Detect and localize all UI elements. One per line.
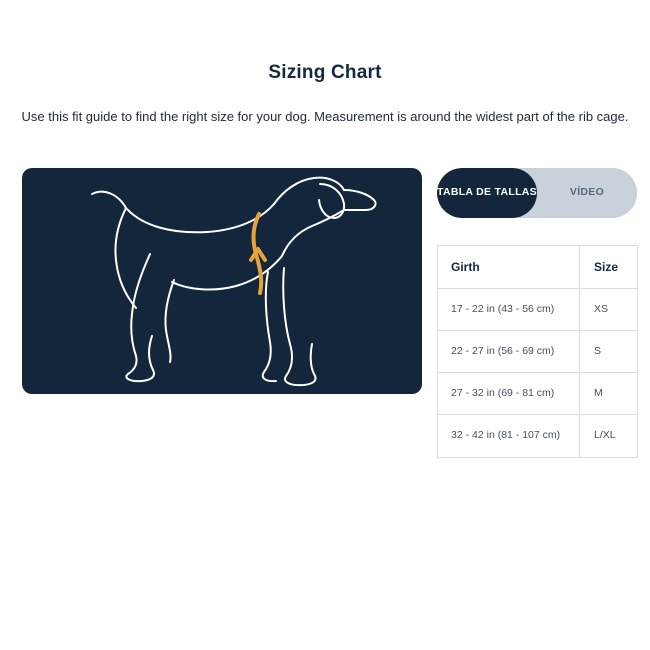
tab-tabla-de-tallas[interactable]: TABLA DE TALLAS: [437, 168, 537, 218]
tab-video[interactable]: VÍDEO: [537, 168, 637, 218]
table-row: [438, 330, 638, 372]
page-title: Sizing Chart: [268, 62, 382, 83]
cell-size: XS: [580, 288, 638, 330]
cell-size: L/XL: [580, 415, 638, 457]
table-header-row: [438, 245, 638, 288]
cell-size: S: [580, 330, 638, 372]
dog-side-profile-icon: [22, 168, 422, 394]
table-row: [438, 415, 638, 457]
cell-girth: 32 - 42 in (81 - 107 cm): [438, 415, 580, 457]
table-row: [438, 373, 638, 415]
cell-girth: 17 - 22 in (43 - 56 cm): [438, 288, 580, 330]
content-area: [0, 168, 650, 458]
column-header-size: Size: [580, 245, 638, 288]
cell-girth: 27 - 32 in (69 - 81 cm): [438, 373, 580, 415]
page-subtitle: Use this fit guide to find the right size for your dog. Measurement is around the widest part of the rib cage.: [21, 109, 629, 124]
tab-bar: [437, 168, 637, 218]
sizing-table: [437, 245, 638, 458]
cell-girth: 22 - 27 in (56 - 69 cm): [438, 330, 580, 372]
column-header-girth: Girth: [438, 245, 580, 288]
cell-size: M: [580, 373, 638, 415]
table-row: [438, 288, 638, 330]
sizing-info-column: [437, 168, 637, 458]
dog-illustration-panel: [22, 168, 422, 394]
